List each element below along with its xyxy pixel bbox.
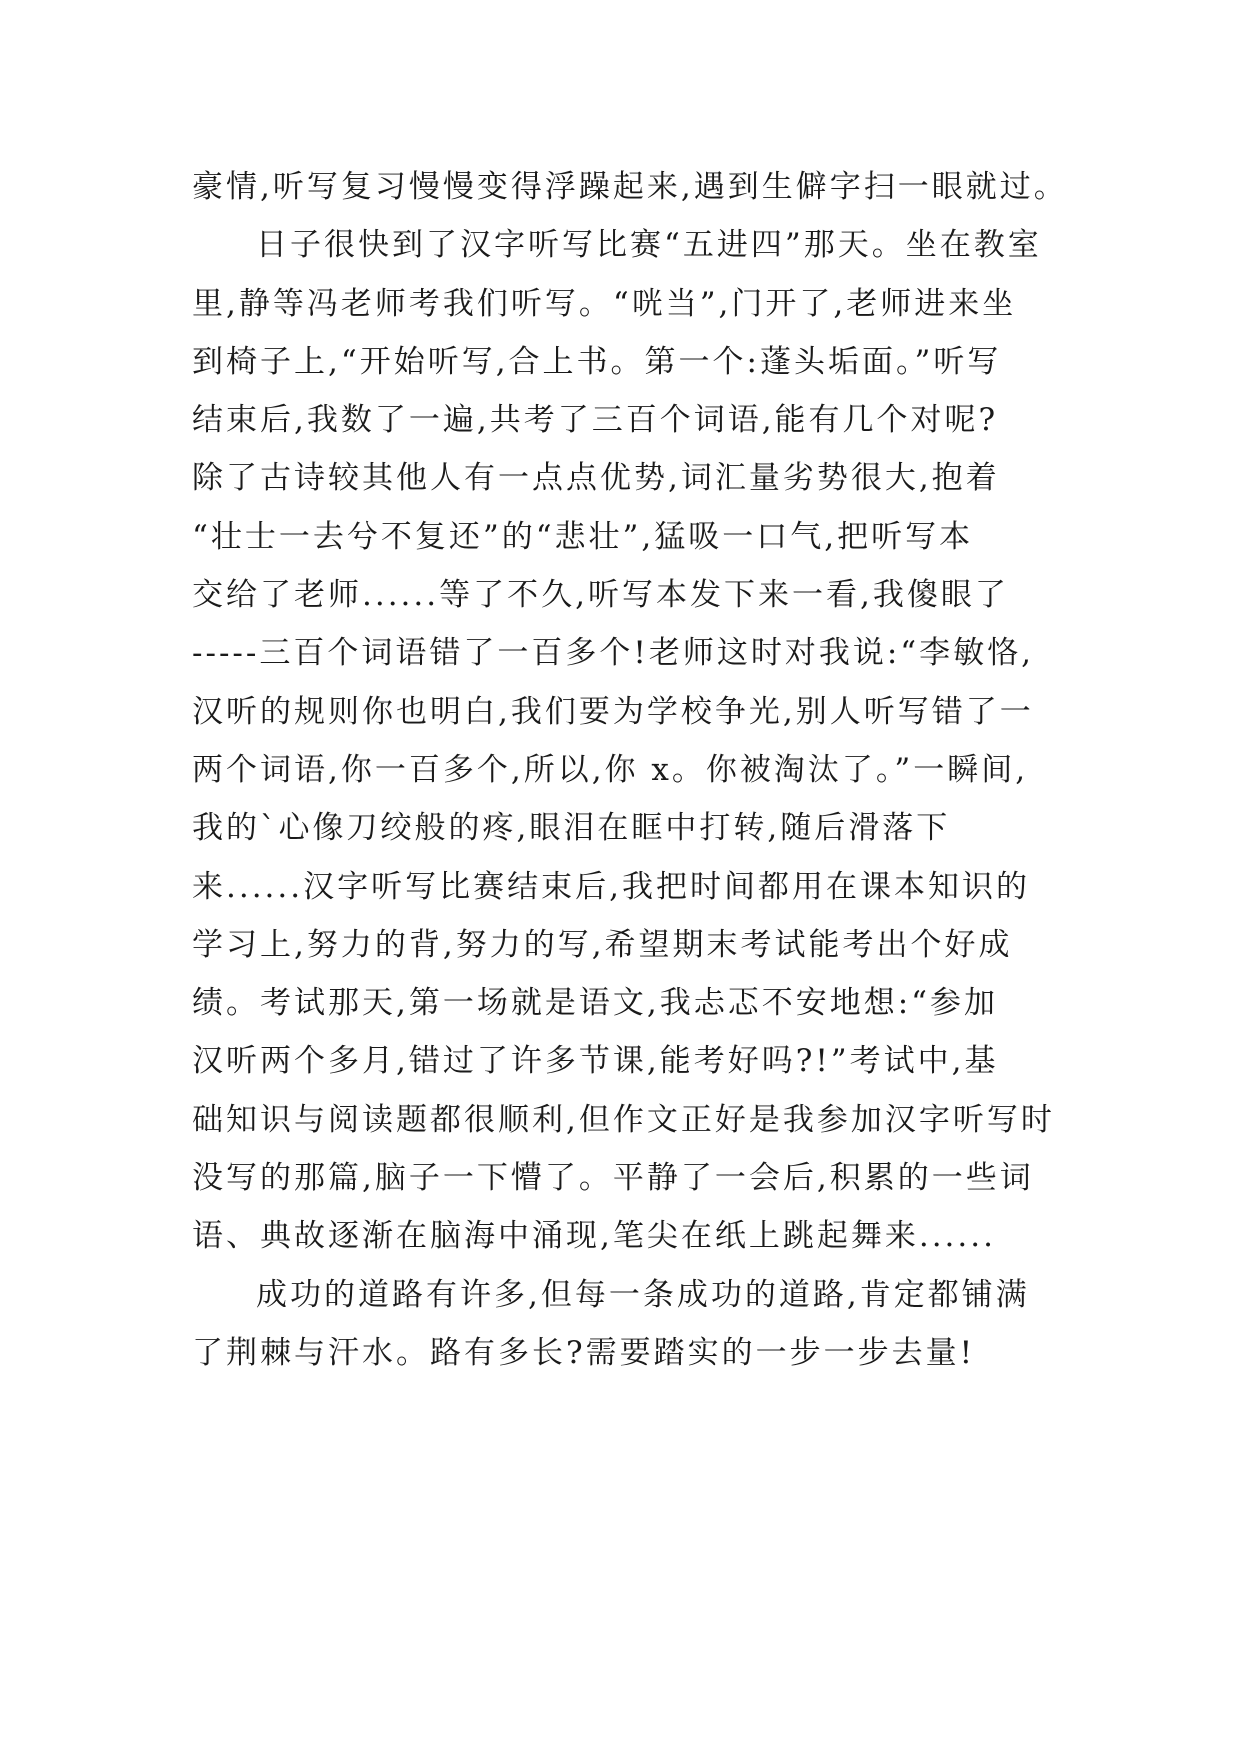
text-line: 学习上,努力的背,努力的写,希望期末考试能考出个好成 [192, 926, 1013, 963]
paragraph-start-line: 日子很快到了汉字听写比赛“五进四”那天。坐在教室 [256, 227, 1042, 264]
body-text [192, 158, 1072, 1382]
text-line: 来......汉字听写比赛结束后,我把时间都用在课本知识的 [192, 868, 1030, 905]
text-line: -----三百个词语错了一百多个!老师这时对我说:“李敏恪, [192, 635, 1034, 672]
text-line: “壮士一去兮不复还”的“悲壮”,猛吸一口气,把听写本 [192, 518, 974, 555]
text-line: 除了古诗较其他人有一点点优势,词汇量劣势很大,抱着 [192, 460, 1000, 497]
text-line: 绩。考试那天,第一场就是语文,我忐忑不安地想:“参加 [192, 985, 998, 1022]
text-line: 汉听两个多月,错过了许多节课,能考好吗?!”考试中,基 [192, 1043, 999, 1080]
text-line: 豪情,听写复习慢慢变得浮躁起来,遇到生僻字扫一眼就过。 [192, 169, 1068, 205]
text-line: 我的`心像刀绞般的疼,眼泪在眶中打转,随后滑落下 [192, 810, 951, 847]
text-line: 语、典故逐渐在脑海中涌现,笔尖在纸上跳起舞来...... [192, 1218, 996, 1255]
text-line: 础知识与阅读题都很顺利,但作文正好是我参加汉字听写时 [192, 1101, 1055, 1138]
text-line: 交给了老师......等了不久,听写本发下来一看,我傻眼了 [192, 577, 1009, 614]
text-line: 了荆棘与汗水。路有多长?需要踏实的一步一步去量! [192, 1334, 976, 1371]
text-line: 里,静等冯老师考我们听写。“咣当”,门开了,老师进来坐 [192, 285, 1017, 322]
text-line: 结束后,我数了一遍,共考了三百个词语,能有几个对呢? [192, 402, 999, 439]
paragraph-start-line: 成功的道路有许多,但每一条成功的道路,肯定都铺满 [256, 1276, 1030, 1313]
text-line: 没写的那篇,脑子一下懵了。平静了一会后,积累的一些词 [192, 1160, 1034, 1197]
text-line: 两个词语,你一百多个,所以,你 x。你被淘汰了。”一瞬间, [192, 751, 1029, 788]
text-line: 汉听的规则你也明白,我们要为学校争光,别人听写错了一 [192, 693, 1034, 730]
text-line: 到椅子上,“开始听写,合上书。第一个:蓬头垢面。”听写 [192, 343, 1002, 380]
